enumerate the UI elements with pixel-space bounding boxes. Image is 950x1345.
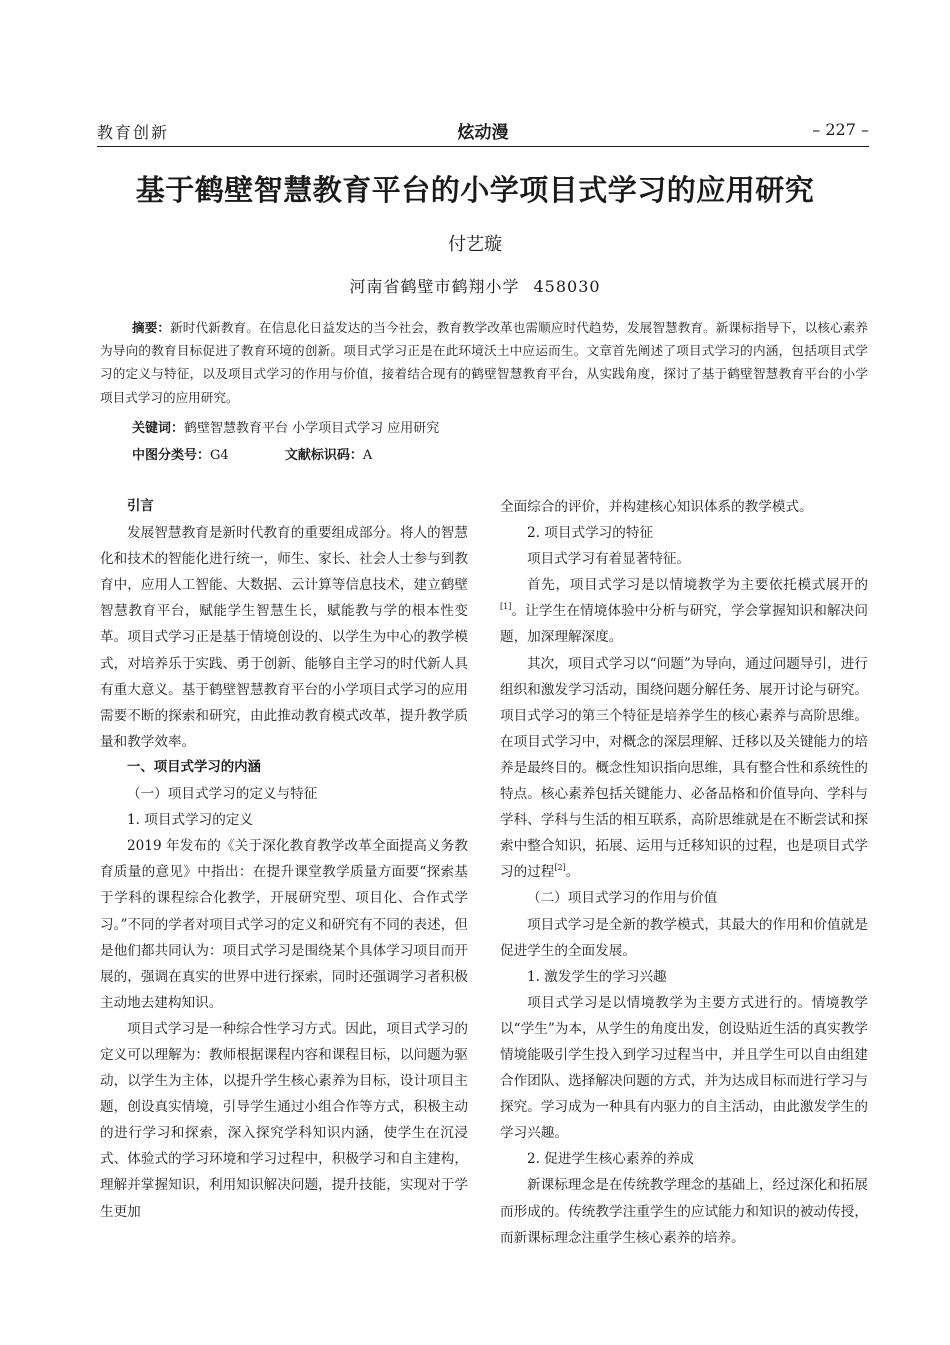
core-literacy-paragraph: 新课标理念是在传统教学理念的基础上，经过深化和拓展而形成的。传统教学注重学生的应试能力和知识的被动传授，而新课标理念注重学生核心素养的培养。: [500, 1177, 868, 1246]
keywords-label: 关键词：: [132, 421, 185, 436]
body-right-column: [500, 494, 868, 1251]
affiliation-zip: 458030: [533, 277, 601, 296]
journal-name: 炫动漫: [457, 123, 509, 143]
affiliation-place: 河南省鹤壁市鹤翔小学: [349, 277, 520, 296]
features-p1-text-b: 。让学生在情境体验中分析与研究，学会掌握知识和解决问题，加深理解深度。: [500, 603, 868, 646]
abstract-label: 摘要：: [132, 320, 171, 335]
abstract: [100, 316, 868, 409]
citation-2: [2]: [554, 863, 566, 873]
intro-heading: 引言: [127, 499, 154, 514]
journal-section: 教育创新: [97, 123, 170, 142]
page-number: – 227 –: [812, 120, 869, 139]
features-intro: 项目式学习有着显著特征。: [527, 551, 691, 568]
section-heading-1: 一、项目式学习的内涵: [127, 759, 261, 775]
definition-paragraph-2: 项目式学习是一种综合性学习方式。因此，项目式学习的定义可以理解为：教师根据课程内容和课程目标，以问题为驱动，以学生为主体，以提升学生核心素养为目标，设计项目主题，创设真实情境，引导学生通过小组合作等方式，积极主动的进行学习和探索，深入探究学科知识内涵，使学生在沉浸式、体验式的学习环境和学习过程中，积极学习和自主建构，理解并掌握知识，利用知识解决问题，提升技能，实现对于学生更加: [100, 1020, 468, 1220]
features-p1-text-a: 首先，项目式学习是以情境教学为主要依托模式展开的: [527, 577, 868, 594]
author-name: 付艺璇: [448, 234, 502, 255]
features-p2-text-a: 其次，项目式学习以“问题”为导向，通过问题导引，进行组织和激发学习活动，围绕问题分解任务、展开讨论与研究。项目式学习的第三个特征是培养学生的核心素养与高阶思维。在项目式学习中，对概念的深层理解、迁移以及关键能力的培养是最终目的。概念性知识指向思维，具有整合性和系统性的特点。核心素养包括关键能力、必备品格和价值导向、学科与学科、学科与生活的相互联系，高阶思维就是在不断尝试和探索中整合知识，拓展、运用与迁移知识的过程，也是项目式学习的过程: [500, 655, 868, 881]
features-p2-text-b: 。: [565, 864, 580, 881]
classification-line: [132, 446, 372, 466]
keywords: [132, 419, 439, 439]
running-header: [97, 118, 869, 147]
continued-paragraph: 全面综合的评价，并构建核心知识体系的教学模式。: [500, 499, 813, 515]
clc-value: G4: [210, 448, 229, 463]
citation-1: [1]: [500, 602, 512, 612]
intro-paragraph: 发展智慧教育是新时代教育的重要组成部分。将人的智慧化和技术的智能化进行统一，师生、家长、社会人士参与到教育中，应用人工智能、大数据、云计算等信息技术，建立鹤壁智慧教育平台，赋能学生智慧生长，赋能教与学的根本性变革。项目式学习正是基于情境创设的、以学生为中心的教学模式，对培养乐于实践、勇于创新、能够自主学习的时代新人具有重大意义。基于鹤壁智慧教育平台的小学项目式学习的应用需要不断的探索和研究，由此推动教育模式改革，提升教学质量和教学效率。: [100, 525, 468, 750]
interest-paragraph: 项目式学习是以情境教学为主要方式进行的。情境教学以“学生”为本，从学生的角度出发，创设贴近生活的真实教学情境能吸引学生投入到学习过程当中，并且学生可以自由组建合作团队、选择解决问题的方式，并为达成目标而进行学习与探究。学习成为一种具有内驱力的自主活动，由此激发学生的学习兴趣。: [500, 994, 868, 1142]
item-heading-core-literacy: 2. 促进学生核心素养的养成: [527, 1151, 694, 1168]
item-heading-interest: 1. 激发学生的学习兴趣: [527, 968, 667, 985]
doc-code-value: A: [362, 448, 373, 463]
paper-title: 基于鹤壁智慧教育平台的小学项目式学习的应用研究: [135, 173, 815, 207]
doc-code-label: 文献标识码：: [284, 448, 363, 463]
subsection-heading-2: （二）项目式学习的作用与价值: [527, 890, 718, 907]
clc-label: 中图分类号：: [132, 448, 211, 463]
subsection-heading-1: （一）项目式学习的定义与特征: [127, 786, 318, 803]
item-heading-features: 2. 项目式学习的特征: [527, 525, 654, 542]
item-heading-definition: 1. 项目式学习的定义: [127, 812, 254, 829]
features-paragraph-2: [500, 651, 868, 886]
features-paragraph-1: [500, 572, 868, 650]
abstract-text: 新时代新教育。在信息化日益发达的当今社会，教育教学改革也需顺应时代趋势，发展智慧教育。新课标指导下，以核心素养为导向的教育目标促进了教育环境的创新。项目式学习正是在此环境沃土中应运而生。文章首先阐述了项目式学习的内涵，包括项目式学习的定义与特征，以及项目式学习的作用与价值，接着结合现有的鹤壁智慧教育平台，从实践角度，探讨了基于鹤壁智慧教育平台的小学项目式学习的应用研究。: [100, 320, 869, 405]
definition-paragraph-1: 2019 年发布的《关于深化教育教学改革全面提高义务教育质量的意见》中指出：在提升课堂教学质量方面要“探索基于学科的课程综合化教学，开展研究型、项目化、合作式学习。”不同的学者对项目式学习的定义和研究有不同的表述，但是他们都共同认为：项目式学习是围绕某个具体学习项目而开展的，强调在真实的世界中进行探索，同时还强调学习者积极主动地去建构知识。: [100, 838, 468, 1011]
body-left-column: [100, 494, 468, 1225]
keywords-text: 鹤壁智慧教育平台 小学项目式学习 应用研究: [184, 421, 440, 436]
value-paragraph: 项目式学习是全新的教学模式，其最大的作用和价值就是促进学生的全面发展。: [500, 916, 868, 959]
affiliation: [0, 274, 950, 297]
